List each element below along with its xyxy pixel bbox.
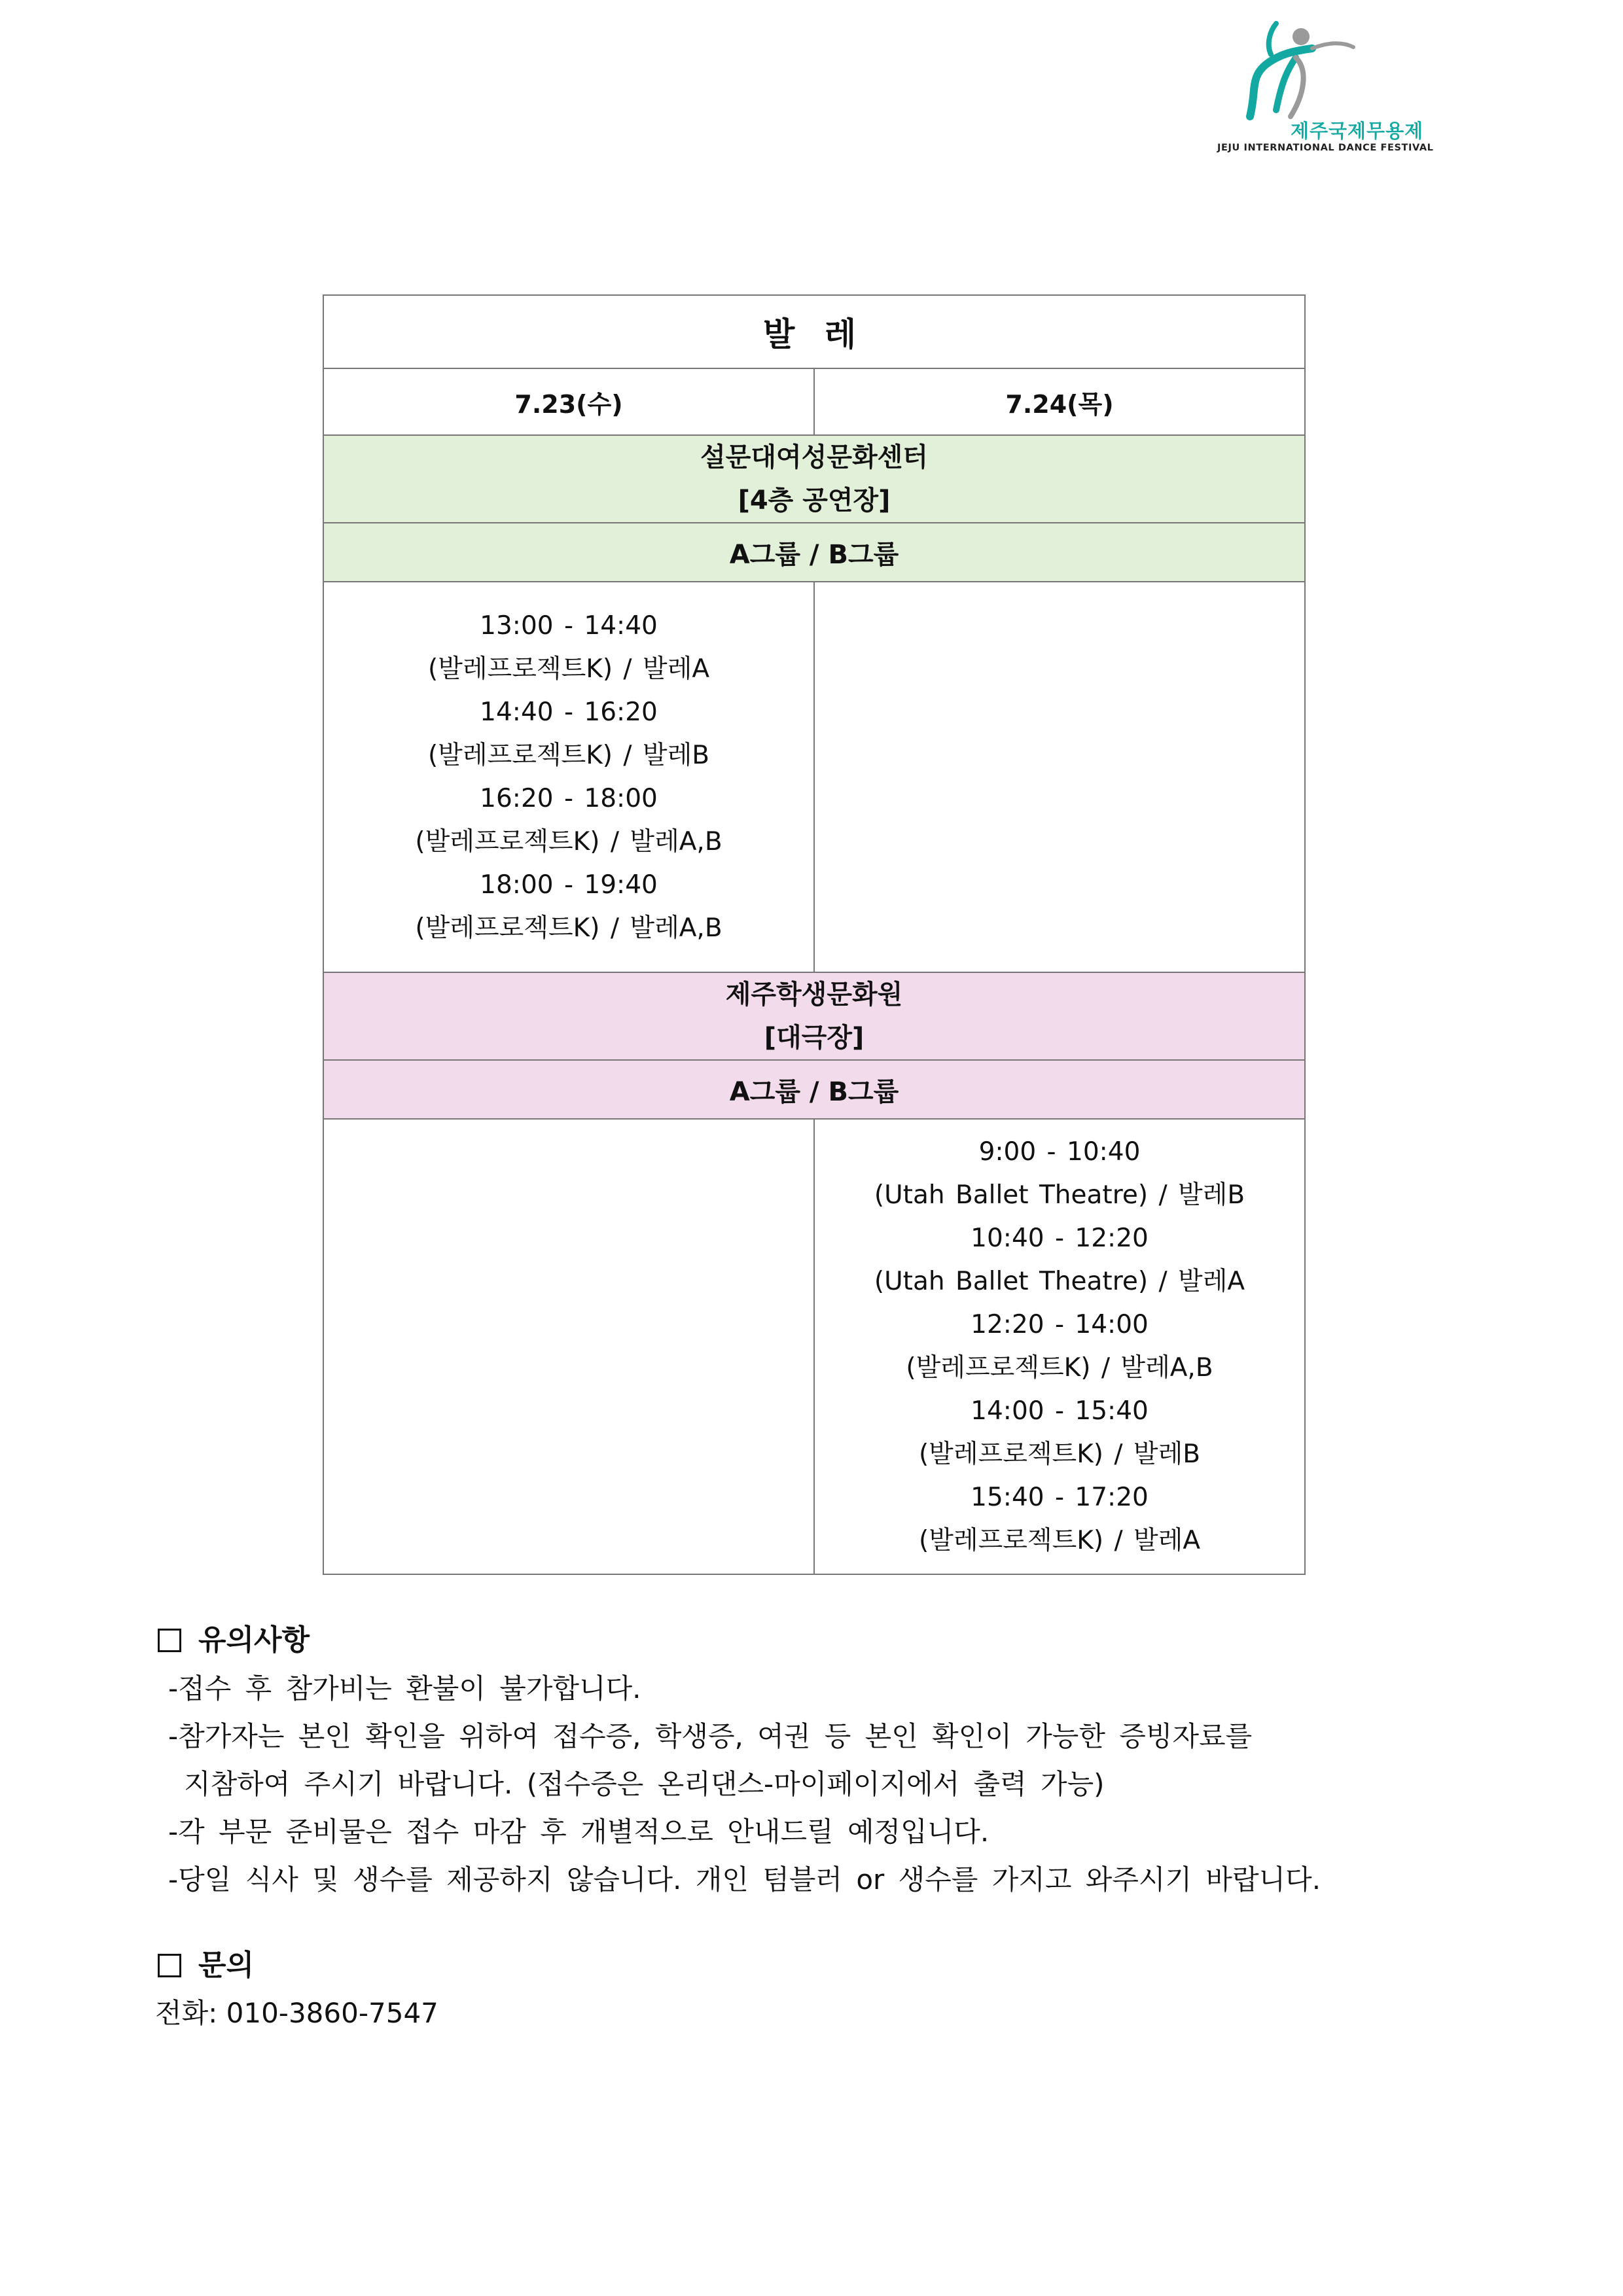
date-header-day1: 7.23(수) bbox=[323, 368, 814, 435]
venue-header-2 bbox=[323, 972, 1305, 1060]
contact-heading-text: 문의 bbox=[198, 1949, 255, 1982]
venue-hall: [4층 공연장] bbox=[738, 486, 891, 516]
ballet-schedule-table bbox=[323, 294, 1306, 1575]
contact-heading bbox=[155, 1941, 1529, 1990]
slot-time: 14:00 - 15:40 bbox=[971, 1396, 1149, 1426]
dancer-logo-icon bbox=[1230, 18, 1361, 123]
venue-header-1 bbox=[323, 435, 1305, 523]
slot-desc: (Utah Ballet Theatre) / 발레A bbox=[874, 1267, 1245, 1296]
slot-desc: (발레프로젝트K) / 발레A,B bbox=[906, 1353, 1213, 1383]
venue1-day2-slots bbox=[814, 582, 1305, 972]
slot-time: 10:40 - 12:20 bbox=[971, 1224, 1149, 1253]
notice-line: -참가자는 본인 확인을 위하여 접수증, 학생증, 여권 등 본인 확인이 가능한 증빙자료를 bbox=[168, 1720, 1253, 1752]
slot-desc: (발레프로젝트K) / 발레A bbox=[427, 654, 709, 684]
slot-desc: (발레프로젝트K) / 발레A,B bbox=[415, 913, 722, 943]
slot-desc: (발레프로젝트K) / 발레B bbox=[918, 1439, 1201, 1469]
schedule-title: 발 레 bbox=[323, 295, 1305, 368]
slot-desc: (Utah Ballet Theatre) / 발레B bbox=[874, 1180, 1245, 1210]
venue2-day2-slots bbox=[814, 1119, 1305, 1574]
venue-name: 제주학생문화원 bbox=[725, 980, 903, 1010]
notice-line: -접수 후 참가비는 환불이 불가합니다. bbox=[168, 1672, 641, 1704]
festival-logo bbox=[1217, 18, 1479, 156]
date-header-day2: 7.24(목) bbox=[814, 368, 1305, 435]
venue-hall: [대극장] bbox=[764, 1023, 865, 1053]
slot-time: 14:40 - 16:20 bbox=[480, 697, 658, 727]
checkbox-icon bbox=[158, 1954, 181, 1977]
slot-desc: (발레프로젝트K) / 발레A bbox=[919, 1526, 1201, 1555]
slot-desc: (발레프로젝트K) / 발레A,B bbox=[415, 826, 722, 857]
notice-line: -각 부문 준비물은 접수 마감 후 개별적으로 안내드릴 예정입니다. bbox=[168, 1816, 990, 1848]
slot-time: 15:40 - 17:20 bbox=[971, 1483, 1149, 1512]
notices-heading bbox=[155, 1616, 1529, 1665]
notice-line: -당일 식사 및 생수를 제공하지 않습니다. 개인 텀블러 or 생수를 가지고 와주시기 바랍니다. bbox=[168, 1863, 1321, 1896]
venue2-day1-slots bbox=[323, 1119, 814, 1574]
notice-line: 지참하여 주시기 바랍니다. (접수증은 온리댄스-마이페이지에서 출력 가능) bbox=[184, 1768, 1105, 1800]
notices-heading-text: 유의사항 bbox=[198, 1623, 310, 1657]
contact-phone: 전화: 010-3860-7547 bbox=[155, 1997, 438, 2029]
logo-name-korean: 제주국제무용제 bbox=[1291, 120, 1424, 142]
slot-time: 18:00 - 19:40 bbox=[480, 870, 658, 900]
venue-name: 설문대여성문화센터 bbox=[700, 442, 928, 472]
venue-groups-1: A그룹 / B그룹 bbox=[323, 523, 1305, 582]
checkbox-icon bbox=[158, 1629, 181, 1652]
slot-time: 13:00 - 14:40 bbox=[480, 610, 658, 641]
venue-groups-2: A그룹 / B그룹 bbox=[323, 1060, 1305, 1119]
notes-section bbox=[155, 1616, 1529, 2037]
logo-name-english: JEJU INTERNATIONAL DANCE FESTIVAL bbox=[1217, 143, 1434, 153]
venue1-day1-slots bbox=[323, 582, 814, 972]
slot-time: 9:00 - 10:40 bbox=[978, 1137, 1141, 1167]
slot-desc: (발레프로젝트K) / 발레B bbox=[427, 740, 710, 770]
slot-time: 16:20 - 18:00 bbox=[480, 783, 658, 813]
slot-time: 12:20 - 14:00 bbox=[971, 1310, 1149, 1339]
